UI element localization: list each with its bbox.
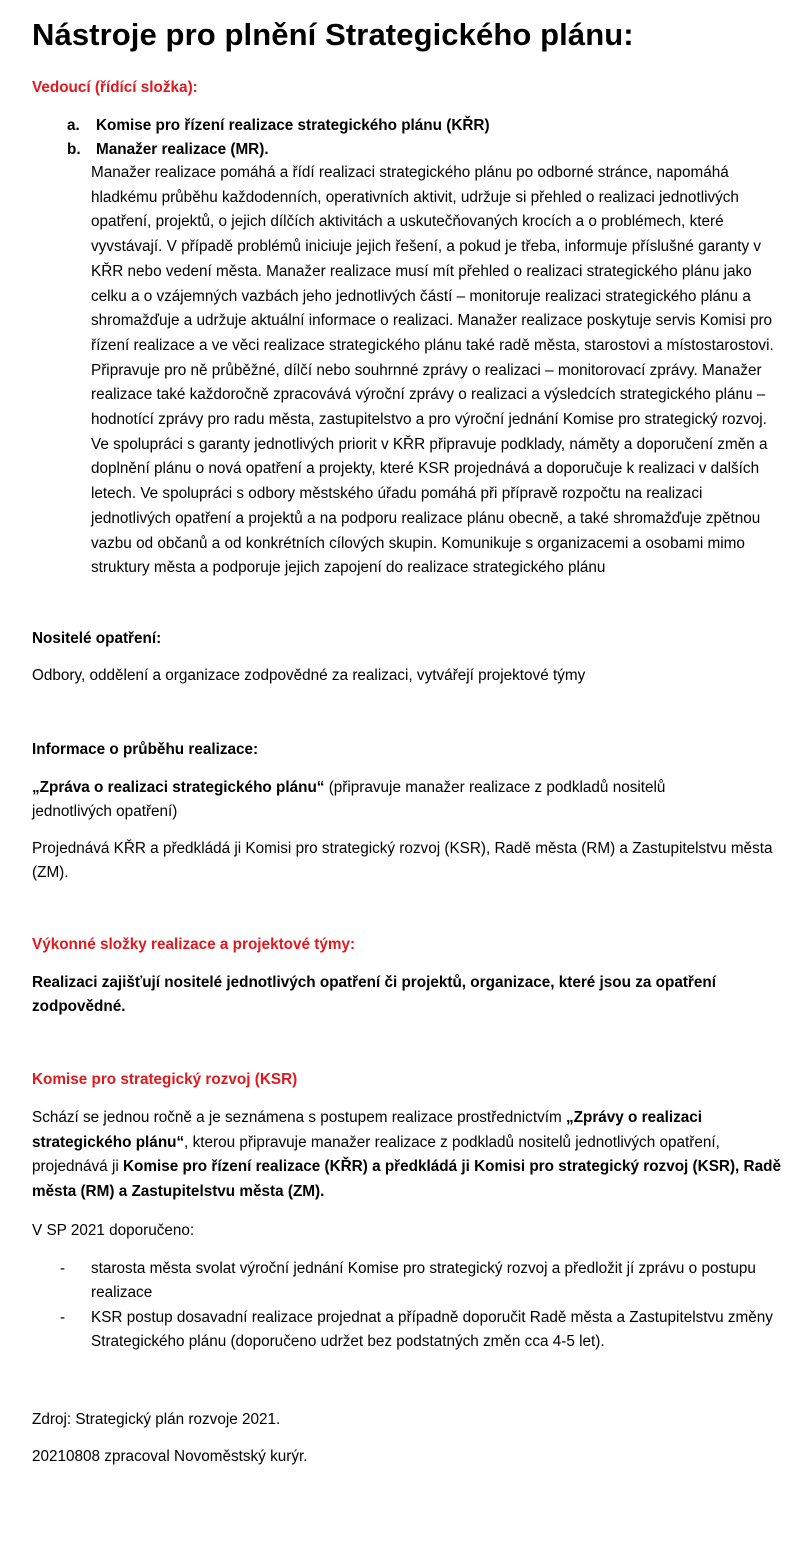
executive-heading: Výkonné složky realizace a projektové týmy: bbox=[32, 936, 356, 953]
bullet-text: starosta města svolat výroční jednání Komise pro strategický rozvoj a předložit jí zprávu o postupu realizace bbox=[91, 1260, 756, 1301]
list-marker: a. bbox=[67, 117, 80, 134]
list-marker: b. bbox=[67, 141, 81, 158]
ksr-report-title: „Zprávy o realizaci strategického plánu“ bbox=[32, 1109, 703, 1151]
progress-discussion: Projednává KŘR a předkládá ji Komisi pro strategický rozvoj (KSR), Radě města (RM) a Zastupitelstvu města (ZM). bbox=[32, 840, 773, 881]
ksr-recommended: V SP 2021 doporučeno: bbox=[32, 1222, 195, 1239]
list-item-label: Manažer realizace (MR). bbox=[96, 141, 269, 158]
bullet-text: KSR postup dosavadní realizace projednat a případně doporučit Radě města a Zastupitelstvu změny Strategického plánu (doporučeno udržet bez podstatných změn cca 4-5 let). bbox=[91, 1309, 773, 1350]
bullet-marker: - bbox=[60, 1309, 66, 1326]
holders-heading: Nositelé opatření: bbox=[32, 630, 162, 647]
ksr-paragraph bbox=[32, 1106, 784, 1205]
executive-text: Realizaci zajišťují nositelé jednotlivých opatření či projektů, organizace, které jsou za opatření zodpovědné. bbox=[32, 974, 716, 1015]
report-title: „Zpráva o realizaci strategického plánu“ bbox=[32, 779, 325, 796]
page-title: Nástroje pro plnění Strategického plánu: bbox=[32, 17, 634, 52]
progress-heading: Informace o průběhu realizace: bbox=[32, 741, 259, 758]
ksr-heading: Komise pro strategický rozvoj (KSR) bbox=[32, 1071, 298, 1088]
bullet-marker: - bbox=[60, 1260, 66, 1277]
manager-description: Manažer realizace pomáhá a řídí realizaci strategického plánu po odborné stránce, napomáhá hladkému průběhu každodenních, operativních aktivit, udržuje si přehled o realizaci jednotlivých opatření, projektů, o jejich dílčích aktivitách a uskutečňovaných krocích a o problémech, které vyvstávají. V případě problémů iniciuje jejich řešení, a pokud je třeba, informuje příslušné garanty v KŘR nebo vedení města. Manažer realizace musí mít přehled o realizaci strategického plánu jako celku a o vzájemných vazbách jeho jednotlivých částí – monitoruje realizaci strategického plánu a shromažďuje a udržuje aktuální informace o realizaci. Manažer realizace poskytuje servis Komisi pro řízení realizace a ve věci realizace strategického plánu také radě města, starostovi a místostarostovi. Připravuje pro ně průběžné, dílčí nebo souhrnné zprávy o realizaci – monitorovací zprávy. Manažer realizace také každoročně zpracovává výroční zprávy o realizaci a výsledcích strategického plánu – hodnotící zprávy pro radu města, zastupitelstvo a pro výroční jednání Komise pro strategický rozvoj. Ve spolupráci s garanty jednotlivých priorit v KŘR připravuje podklady, náměty a doporučení změn a doplnění plánu o nová opatření a projekty, které KSR projednává a doporučuje k realizaci v dalších letech. Ve spolupráci s odbory městského úřadu pomáhá při přípravě rozpočtu na realizaci jednotlivých opatření a projektů a na podporu realizace plánu obecně, a také shromažďuje zpětnou vazbu od občanů a od konkrétních cílových skupin. Komunikuje s organizacemi a osobami mimo struktury města a podporuje jejich zapojení do realizace strategického plánu bbox=[91, 164, 774, 577]
holders-text: Odbory, oddělení a organizace zodpovědné za realizaci, vytvářejí projektové týmy bbox=[32, 667, 586, 684]
source-note: Zdroj: Strategický plán rozvoje 2021. bbox=[32, 1411, 281, 1428]
ksr-commission-text: Komise pro řízení realizace (KŘR) a předkládá ji Komisi pro strategický rozvoj (KSR), Radě města (RM) a Zastupitelstvu města (ZM). bbox=[32, 1158, 781, 1201]
list-item-label: Komise pro řízení realizace strategického plánu (KŘR) bbox=[96, 117, 490, 134]
lead-heading: Vedoucí (řídící složka): bbox=[32, 79, 198, 96]
report-note: (připravuje manažer realizace z podkladů nositelů jednotlivých opatření) bbox=[32, 779, 666, 820]
ksr-text-part: Schází se jednou ročně a je seznámena s postupem realizace prostřednictvím bbox=[32, 1109, 566, 1126]
ksr-text-part: , kterou připravuje manažer realizace z podkladů nositelů jednotlivých opatření, projednává ji bbox=[32, 1133, 720, 1176]
processed-note: 20210808 zpracoval Novoměstský kurýr. bbox=[32, 1448, 308, 1465]
progress-report-paragraph bbox=[32, 776, 732, 823]
